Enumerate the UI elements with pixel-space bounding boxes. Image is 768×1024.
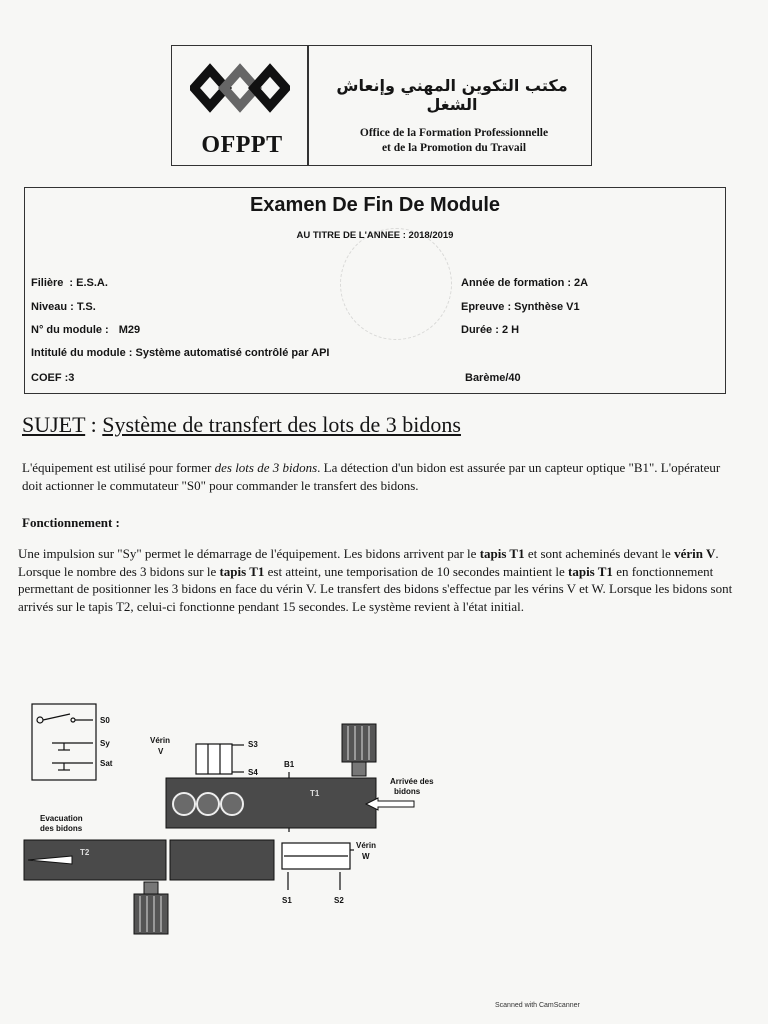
logo-text: OFPPT <box>201 132 283 158</box>
filiere-label: Filière <box>31 277 64 289</box>
sujet-heading <box>22 412 461 438</box>
label-s2: S2 <box>334 896 344 905</box>
system-diagram <box>18 700 438 945</box>
filiere-field <box>31 277 108 289</box>
office-name <box>324 126 584 156</box>
header-divider <box>307 46 309 165</box>
fonc-bold-2: vérin V <box>674 546 716 561</box>
fonc-bold-3: tapis T1 <box>219 563 265 579</box>
intitule-field: Intitulé du module : Système automatisé contrôlé par API <box>31 347 330 359</box>
faded-stamp <box>340 228 452 340</box>
sujet-separator: : <box>85 412 103 437</box>
sujet-title: Système de transfert des lots de 3 bidons <box>102 412 461 437</box>
fonc-bold-4: tapis T1 <box>568 563 613 579</box>
fonc-text-4: est atteint, une temporisation de 10 secondes maintient le <box>264 563 569 579</box>
label-verin-w-2: W <box>362 852 370 861</box>
module-label: N° du module : <box>31 324 109 336</box>
belt-t2-extension <box>170 840 274 880</box>
bidons <box>173 793 243 815</box>
label-evacuation-2: des bidons <box>40 824 83 833</box>
label-verin-w-1: Vérin <box>356 841 377 850</box>
motor-t1-icon <box>342 724 376 776</box>
sensors-s1-s2 <box>288 872 340 890</box>
label-s0: S0 <box>100 716 110 725</box>
module-number-field <box>31 324 140 336</box>
bareme-field: Barème/40 <box>465 372 521 384</box>
label-s4: S4 <box>248 768 258 777</box>
arabic-office-name: مكتب التكوين المهني وإنعاش الشغل <box>336 76 568 114</box>
filiere-value: : E.S.A. <box>69 277 108 289</box>
duree-field: Durée : 2 H <box>461 324 520 336</box>
office-line-1: Office de la Formation Professionnelle <box>359 127 549 139</box>
fonc-text-3: . Lorsque le nombre des 3 bidons sur le <box>18 546 719 579</box>
fonc-bold-1: tapis T1 <box>479 546 525 561</box>
fonc-text-2: et sont acheminés devant le <box>524 546 675 561</box>
label-sy: Sy <box>100 739 110 748</box>
epreuve-field: Epreuve : Synthèse V1 <box>461 301 580 313</box>
fonctionnement-paragraph <box>18 545 746 615</box>
fonctionnement-title: Fonctionnement : <box>22 515 120 530</box>
label-arrivee-1: Arrivée des <box>390 777 434 786</box>
label-evacuation-1: Evacuation <box>40 814 83 823</box>
exam-year: AU TITRE DE L'ANNEE : 2018/2019 <box>296 230 454 241</box>
header-box <box>171 45 592 166</box>
office-line-2: et de la Promotion du Travail <box>381 142 527 154</box>
label-arrivee-2: bidons <box>394 787 421 796</box>
module-value: M29 <box>118 324 141 336</box>
label-s3: S3 <box>248 740 258 749</box>
intro-text-2: . La détection d'un bidon est assurée par un capteur optique "B1". L'opérateur doit actionner le commutateur "S0" pour commander le transfert des bidons. <box>22 460 721 493</box>
fonc-text-1: Une impulsion sur "Sy" permet le démarrage de l'équipement. Les bidons arrivent par le <box>18 546 480 561</box>
intro-emphasis: des lots de 3 bidons <box>214 460 318 475</box>
verin-w <box>282 843 354 869</box>
exam-info-box <box>24 187 726 394</box>
intro-text-1: L'équipement est utilisé pour former <box>22 460 215 475</box>
verin-v <box>196 744 244 774</box>
label-t1: T1 <box>310 789 320 798</box>
annee-field: Année de formation : 2A <box>461 277 589 289</box>
coef-field: COEF :3 <box>31 372 75 384</box>
fonc-text-5: en fonctionnement permettant de positionner les 3 bidons en face du vérin V. Le transfert des bidons s'effectue par les vérins V et W. Lorsque les bidons sont arrivés sur le tapis T2, celui-ci fonctionne pendant 15 secondes. Le système revient à l'état initial. <box>18 563 733 614</box>
label-verin-v-1: Vérin <box>150 736 171 745</box>
switch-panel <box>32 704 96 780</box>
label-b1: B1 <box>284 760 295 769</box>
exam-title: Examen De Fin De Module <box>249 194 501 216</box>
label-t2: T2 <box>80 848 90 857</box>
niveau-field: Niveau : T.S. <box>31 301 96 313</box>
label-sat: Sat <box>100 759 113 768</box>
sujet-label: SUJET <box>22 412 86 437</box>
label-s1: S1 <box>282 896 292 905</box>
motor-t2-icon <box>134 882 168 934</box>
intro-paragraph <box>22 459 738 494</box>
label-verin-v-2: V <box>158 747 164 756</box>
scanner-watermark: Scanned with CamScanner <box>495 1002 580 1009</box>
ofppt-logo-icon <box>190 62 290 124</box>
